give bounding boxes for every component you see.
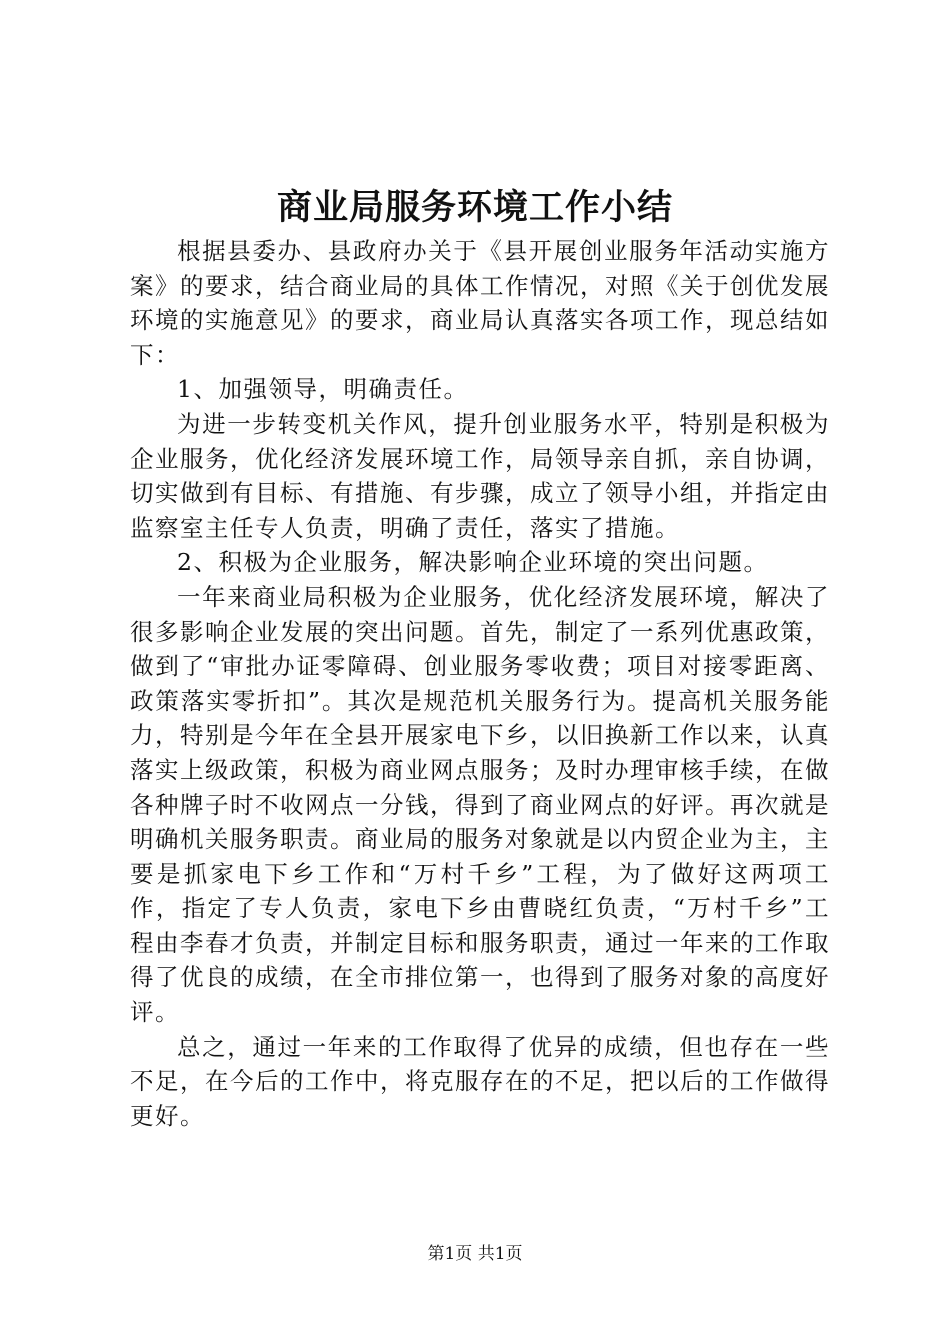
document-title: 商业局服务环境工作小结 bbox=[276, 187, 673, 228]
paragraph-section-2: 一年来商业局积极为企业服务，优化经济发展环境，解决了很多影响企业发展的突出问题。首先，制定了一系列优惠政策，做到了“审批办证零障碍、创业服务零收费；项目对接零距离、政策落实零折扣”。其次是规范机关服务行为。提高机关服务能力，特别是今年在全县开展家电下乡，以旧换新工作以来，认真落实上级政策，积极为商业网点服务；及时办理审核手续，在做各种牌子时不收网点一分钱，得到了商业网点的好评。再次就是明确机关服务职责。商业局的服务对象就是以内贸企业为主，主要是抓家电下乡工作和“万村千乡”工程，为了做好这两项工作，指定了专人负责，家电下乡由曹晓红负责，“万村千乡”工程由李春才负责，并制定目标和服务职责，通过一年来的工作取得了优良的成绩，在全市排位第一，也得到了服务对象的高度好评。 bbox=[130, 582, 830, 1027]
section-heading-1: 1、加强领导，明确责任。 bbox=[177, 375, 469, 404]
page-footer: 第1页 共1页 bbox=[427, 1244, 523, 1264]
paragraph-section-1: 为进一步转变机关作风，提升创业服务水平，特别是积极为企业服务，优化经济发展环境工作，局领导亲自抓，亲自协调，切实做到有目标、有措施、有步骤，成立了领导小组，并指定由监察室主任专人负责，明确了责任，落实了措施。 bbox=[130, 409, 830, 542]
paragraph-intro: 根据县委办、县政府办关于《县开展创业服务年活动实施方案》的要求，结合商业局的具体工作情况，对照《关于创优发展环境的实施意见》的要求，商业局认真落实各项工作，现总结如下： bbox=[130, 237, 830, 369]
paragraph-conclusion: 总之，通过一年来的工作取得了优异的成绩，但也存在一些不足，在今后的工作中，将克服存在的不足，把以后的工作做得更好。 bbox=[130, 1032, 830, 1130]
document-body bbox=[130, 234, 830, 1133]
section-heading-2: 2、积极为企业服务，解决影响企业环境的突出问题。 bbox=[177, 548, 769, 577]
